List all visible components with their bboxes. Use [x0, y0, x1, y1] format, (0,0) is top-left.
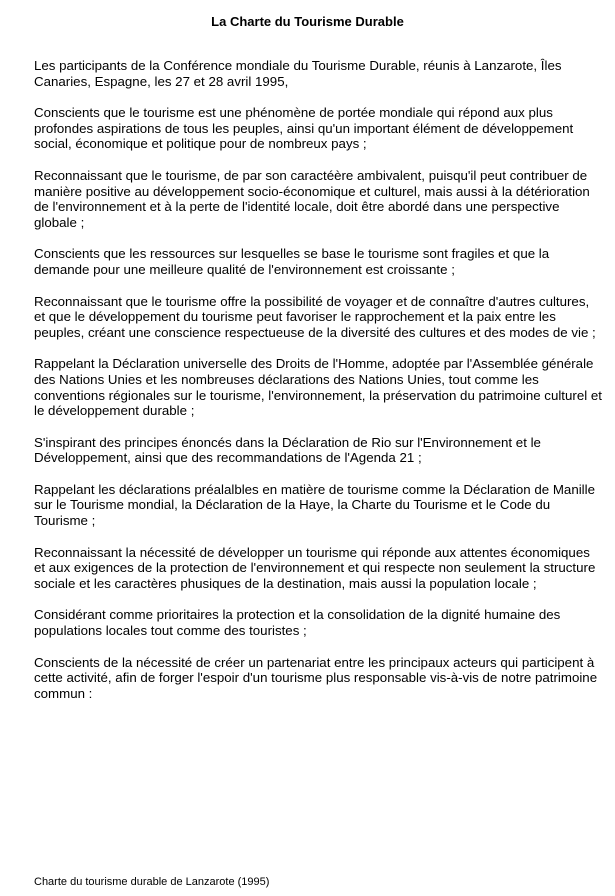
- paragraph-rappelant-declaration: Rappelant la Déclaration universelle des Droits de l'Homme, adoptée par l'Assemblée générale des Nations Unies et les nombreuses déclarations des Nations Unies, tout comme les conventions régionales sur le tourisme, l'environnement, la préservation du patrimoine culturel et le développement durable ;: [34, 356, 602, 419]
- paragraph-conscients-phenomene: Conscients que le tourisme est une phénomène de portée mondiale qui répond aux plus profondes aspirations de tous les peuples, ainsi qu'un important élément de développement social, économique et politique pour de nombreux pays ;: [34, 105, 574, 152]
- paragraph-preamble: Les participants de la Conférence mondiale du Tourisme Durable, réunis à Lanzarote, Îles Canaries, Espagne, les 27 et 28 avril 1995,: [34, 58, 562, 89]
- paragraph-conscients-partenariat: Conscients de la nécessité de créer un partenariat entre les principaux acteurs qui participent à cette activité, afin de forger l'espoir d'un tourisme plus responsable vis-à-vis de notre patrimoine commun :: [34, 654, 598, 701]
- paragraph-reconnaissant-voyager: Reconnaissant que le tourisme offre la possibilité de voyager et de connaître d'autres cultures, et que le développement du tourisme peut favoriser le rapprochement et la paix entre les peuples, créant une conscience respectueuse de la diversité des cultures et des modes de vie ;: [34, 293, 596, 340]
- paragraph-inspirant-rio: S'inspirant des principes énoncés dans la Déclaration de Rio sur l'Environnement et le Développement, ainsi que des recommandations de l'Agenda 21 ;: [34, 434, 541, 466]
- paragraph-conscients-ressources: Conscients que les ressources sur lesquelles se base le tourisme sont fragiles et que la demande pour une meilleure qualité de l'environnement est croissante ;: [34, 246, 550, 277]
- paragraph-reconnaissant-ambivalent: Reconnaissant que le tourisme, de par son caractéère ambivalent, puisqu'il peut contribuer de manière positive au développement socio-économique et culturel, mais aussi à la détérioration de l'environnement et à la perte de l'identité locale, doit être abordé dans une perspective globale ;: [34, 167, 590, 230]
- document-title: La Charte du Tourisme Durable: [211, 14, 404, 29]
- paragraph-rappelant-prealables: Rappelant les déclarations préalalbles en matière de tourisme comme la Déclaration de Manille sur le Tourisme mondial, la Déclaration de la Haye, la Charte du Tourisme et le Code du Tourisme ;: [34, 481, 595, 529]
- document-footer-caption: Charte du tourisme durable de Lanzarote (1995): [34, 876, 270, 888]
- document-body: [34, 58, 602, 717]
- paragraph-reconnaissant-necessite: Reconnaissant la nécessité de développer un tourisme qui réponde aux attentes économiques et aux exigences de la protection de l'environnement et qui respecte non seulement la structure sociale et les caractères phusiques de la destination, mais aussi la population locale ;: [34, 544, 596, 591]
- paragraph-considerant-prioritaires: Considérant comme prioritaires la protection et la consolidation de la dignité humaine des populations locales tout comme des touristes ;: [34, 607, 561, 639]
